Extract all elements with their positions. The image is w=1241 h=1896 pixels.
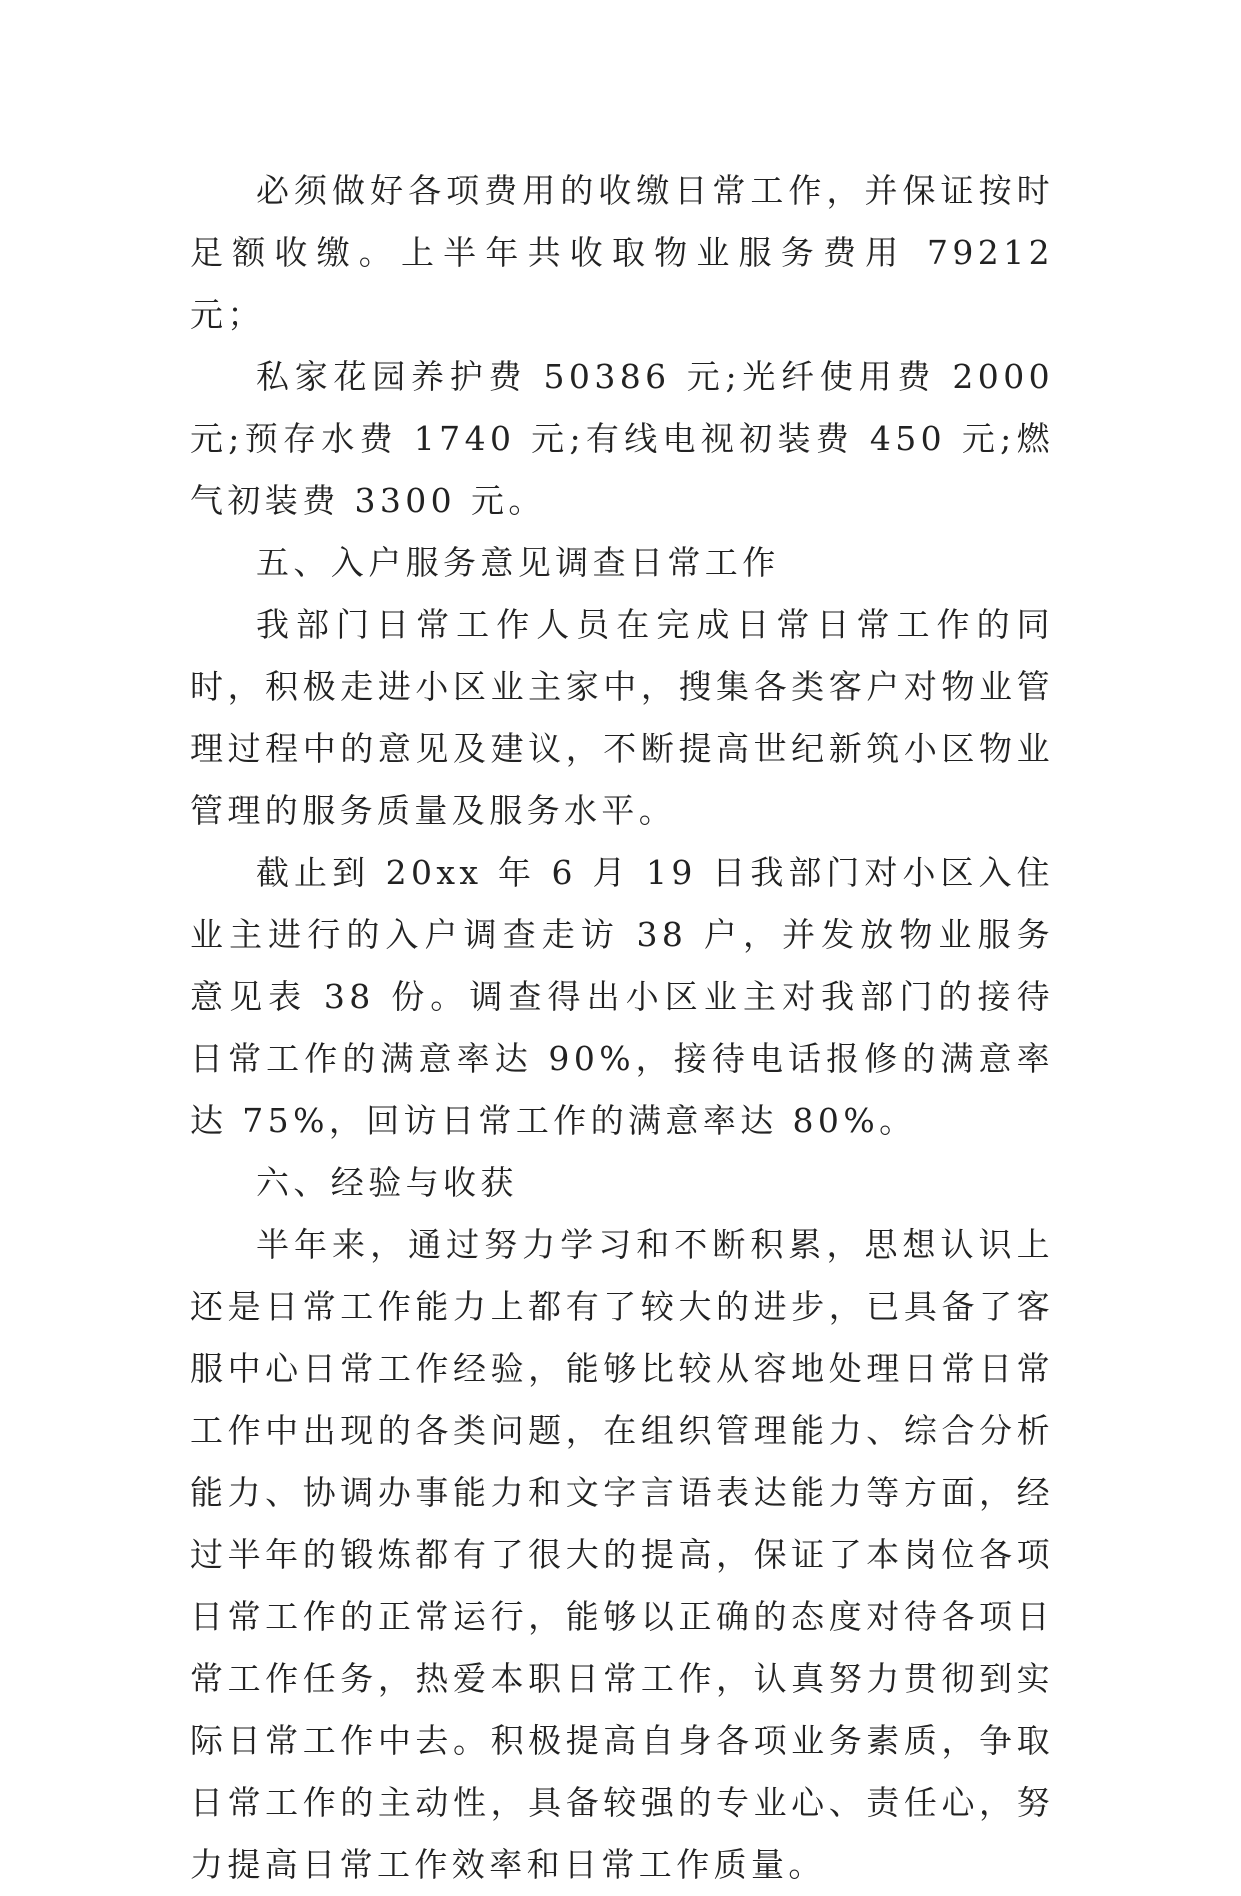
section-heading-experience: 六、经验与收获 [256,1163,518,1202]
paragraph-fee-collection: 必须做好各项费用的收缴日常工作，并保证按时足额收缴。上半年共收取物业服务费用 79212 元； [190,171,1054,334]
section-heading-survey: 五、入户服务意见调查日常工作 [256,543,780,582]
paragraph-survey-work: 我部门日常工作人员在完成日常日常工作的同时，积极走进小区业主家中，搜集各类客户对物业管理过程中的意见及建议，不断提高世纪新筑小区物业管理的服务质量及服务水平。 [190,605,1054,830]
paragraph-fee-details: 私家花园养护费 50386 元;光纤使用费 2000 元;预存水费 1740 元;有线电视初装费 450 元;燃气初装费 3300 元。 [190,357,1054,520]
paragraph-survey-results: 截止到 20xx 年 6 月 19 日我部门对小区入住业主进行的入户调查走访 38 户，并发放物业服务意见表 38 份。调查得出小区业主对我部门的接待日常工作的满意率达 90%，接待电话报修的满意率达 75%，回访日常工作的满意率达 80%。 [190,853,1054,1140]
document-body [190,160,1054,1896]
paragraph-experience: 半年来，通过努力学习和不断积累，思想认识上还是日常工作能力上都有了较大的进步，已具备了客服中心日常工作经验，能够比较从容地处理日常日常工作中出现的各类问题，在组织管理能力、综合分析能力、协调办事能力和文字言语表达能力等方面，经过半年的锻炼都有了很大的提高，保证了本岗位各项日常工作的正常运行，能够以正确的态度对待各项日常工作任务，热爱本职日常工作，认真努力贯彻到实际日常工作中去。积极提高自身各项业务素质，争取日常工作的主动性，具备较强的专业心、责任心，努力提高日常工作效率和日常工作质量。 [190,1225,1054,1884]
